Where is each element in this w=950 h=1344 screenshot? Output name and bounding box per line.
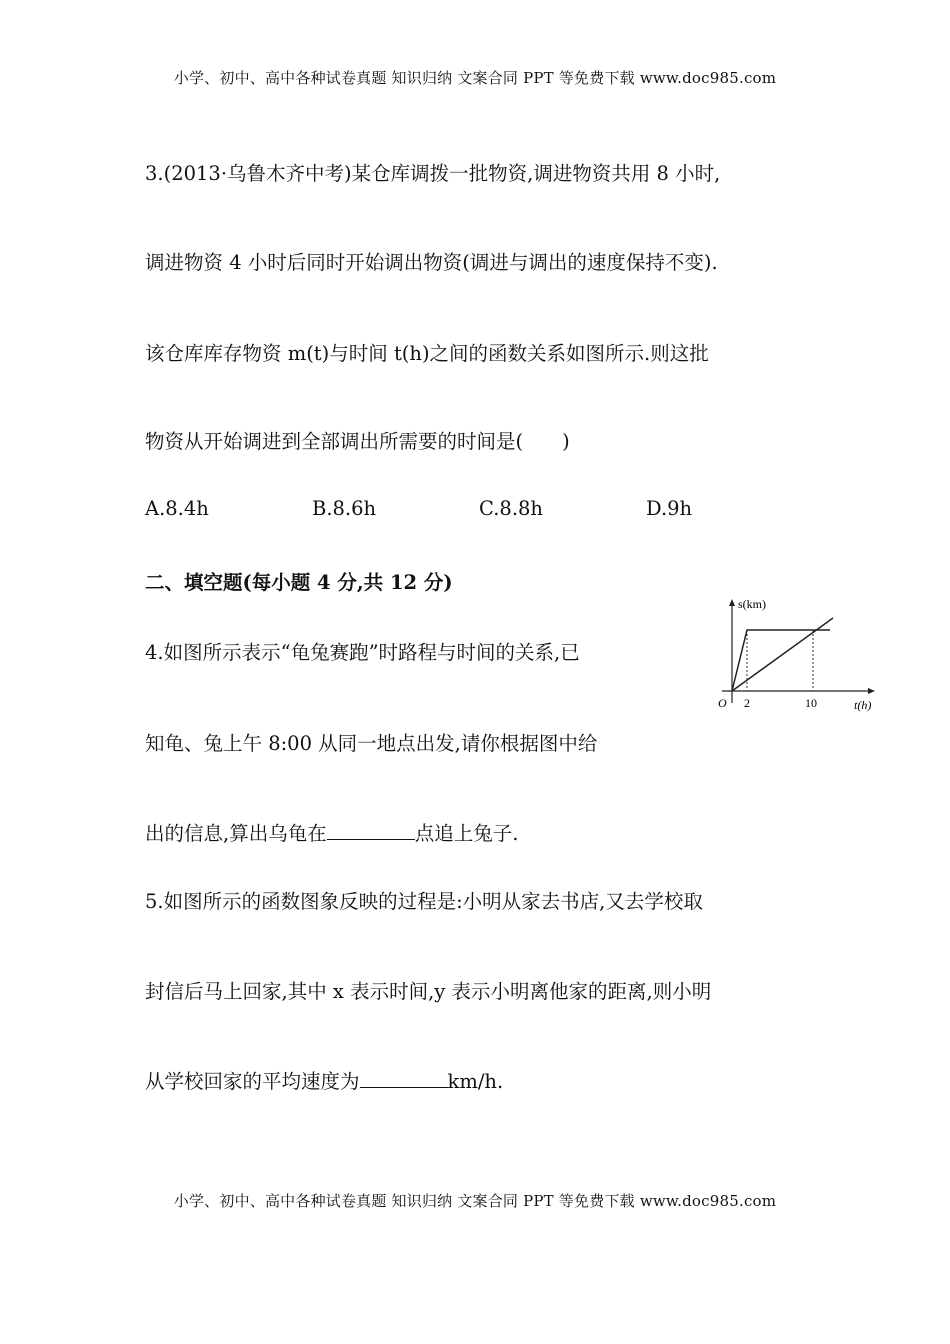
option-c: C.8.8h	[479, 497, 543, 520]
option-a: A.8.4h	[145, 497, 209, 520]
option-b: B.8.6h	[312, 497, 377, 520]
answer-blank-q4[interactable]	[327, 821, 415, 840]
option-d: D.9h	[646, 497, 693, 520]
page-footer: 小学、初中、高中各种试卷真题 知识归纳 文案合同 PPT 等免费下载 www.doc985.com	[173, 1192, 777, 1210]
q4-line3-text-b: 点追上兔子.	[414, 822, 519, 845]
x-axis-label: t(h)	[854, 698, 872, 712]
q3-line2: 调进物资 4 小时后同时开始调出物资(调进与调出的速度保持不变).	[145, 251, 718, 274]
section-title: 二、填空题(每小题 4 分,共 12 分)	[145, 571, 453, 594]
q4-line2: 知龟、兔上午 8:00 从同一地点出发,请你根据图中给	[145, 732, 598, 755]
q3-line1: 3.(2013·乌鲁木齐中考)某仓库调拨一批物资,调进物资共用 8 小时,	[145, 162, 721, 185]
x-tick-2: 2	[744, 696, 750, 710]
q5-line2: 封信后马上回家,其中 x 表示时间,y 表示小明离他家的距离,则小明	[145, 980, 712, 1003]
q4-line3	[145, 818, 518, 846]
q4-line1: 4.如图所示表示“龟兔赛跑”时路程与时间的关系,已	[145, 641, 580, 664]
x-tick-10: 10	[805, 696, 817, 710]
q3-line4: 物资从开始调进到全部调出所需要的时间是( )	[145, 430, 570, 453]
answer-blank-q5[interactable]	[360, 1069, 448, 1088]
q5-line3	[145, 1066, 503, 1094]
race-graph	[708, 593, 878, 718]
q3-line3: 该仓库库存物资 m(t)与时间 t(h)之间的函数关系如图所示.则这批	[145, 342, 709, 365]
origin-label: O	[718, 696, 727, 710]
y-axis-label: s(km)	[738, 597, 766, 611]
page-header: 小学、初中、高中各种试卷真题 知识归纳 文案合同 PPT 等免费下载 www.doc985.com	[173, 69, 777, 87]
y-axis-arrow	[729, 599, 735, 606]
q5-line3-text-b: km/h.	[447, 1070, 504, 1093]
x-axis-arrow	[868, 688, 875, 694]
q5-line1: 5.如图所示的函数图象反映的过程是:小明从家去书店,又去学校取	[145, 890, 703, 913]
q4-line3-text-a: 出的信息,算出乌龟在	[145, 822, 327, 845]
q5-line3-text-a: 从学校回家的平均速度为	[145, 1070, 360, 1093]
